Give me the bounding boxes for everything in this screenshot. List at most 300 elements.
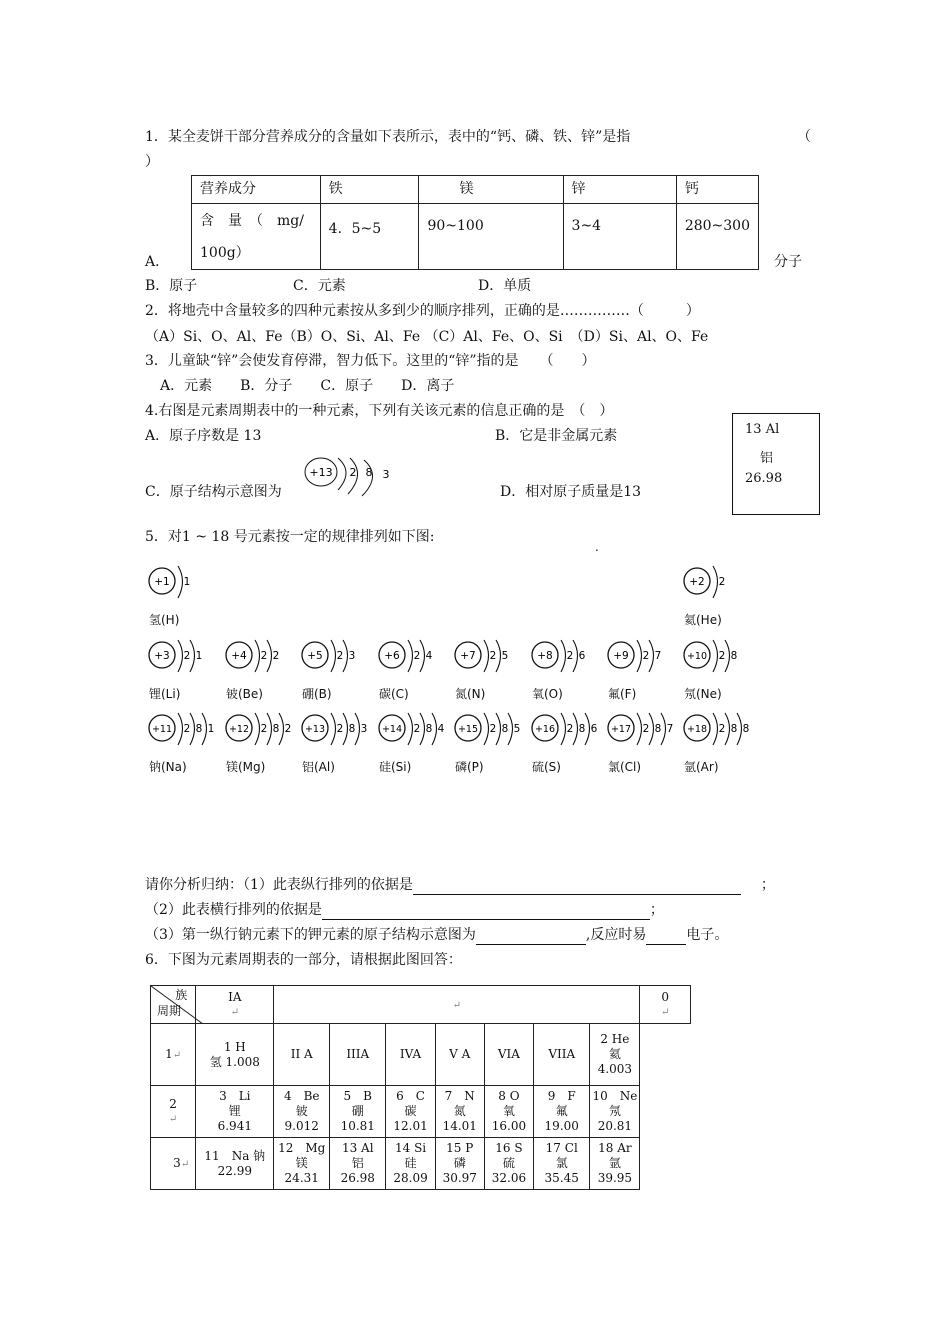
atom-svg — [604, 637, 676, 677]
nucleus-label: +5 — [307, 650, 323, 662]
period-2-text: 2 — [169, 1096, 177, 1111]
atom-label: 钠(Na) — [149, 760, 187, 774]
nucleus-label: +16 — [534, 724, 556, 735]
group-iva-header: IVA — [386, 1024, 435, 1086]
element-cell-line: 16 S — [495, 1141, 523, 1155]
electron-shell-arc — [573, 640, 578, 672]
element-cell — [590, 1138, 640, 1190]
element-cell-line: 14.01 — [442, 1119, 477, 1133]
table-header-calcium: 钙 — [676, 176, 758, 204]
electron-shell-arc — [484, 713, 489, 745]
q4-shell-arc-1 — [338, 458, 346, 490]
nucleus-label: +18 — [686, 724, 708, 735]
atom-svg — [222, 637, 294, 677]
electron-shell-arc — [343, 640, 348, 672]
q1-option-d: D．单质 — [478, 278, 532, 294]
element-cell-line: 17 Cl — [545, 1141, 578, 1155]
corner-period-label: 周期 — [157, 1004, 182, 1018]
period-3-label — [151, 1138, 196, 1190]
aluminum-element-card — [732, 413, 820, 515]
electron-count: 8 — [348, 723, 356, 735]
cell-h — [196, 1024, 274, 1086]
header-zero-text: 0 — [661, 989, 669, 1004]
header-blank — [274, 986, 640, 1024]
nucleus-label: +1 — [154, 576, 170, 588]
atom-label: 碳(C) — [379, 687, 409, 701]
element-cell — [590, 1086, 640, 1138]
table-cell-magnesium: 90~100 — [419, 204, 563, 270]
element-cell — [484, 1086, 533, 1138]
atom-diagram — [222, 710, 294, 775]
electron-count: 5 — [501, 650, 509, 662]
group-va-header: V A — [435, 1024, 484, 1086]
atom-label: 硼(B) — [302, 687, 332, 701]
electron-count: 2 — [413, 723, 421, 735]
atom-svg — [375, 637, 447, 677]
atom-svg — [680, 563, 752, 603]
electron-count: 2 — [183, 723, 191, 735]
nucleus-label: +4 — [231, 650, 247, 662]
q5-analysis-3 — [145, 925, 728, 945]
element-cell-line: 13 Al — [341, 1141, 374, 1155]
electron-shell-arc — [737, 713, 742, 745]
row-label-line1: 含 量 （ mg/ — [200, 213, 304, 229]
electron-shell-arc — [178, 640, 183, 672]
card-number-symbol: 13 Al — [745, 422, 780, 437]
atom-label: 氟(F) — [608, 687, 637, 701]
element-cell — [330, 1138, 386, 1190]
period-3-text: 3 — [173, 1155, 181, 1170]
element-cell-line: 8 O — [498, 1089, 520, 1103]
element-cell — [534, 1138, 590, 1190]
element-cell-line: 氟 — [555, 1104, 568, 1118]
element-cell — [274, 1086, 330, 1138]
q5-analysis-3-text: （3）第一纵行钠元素下的钾元素的原子结构示意图为 — [145, 927, 476, 943]
atom-diagram — [604, 710, 676, 775]
element-cell — [274, 1138, 330, 1190]
group-iia-header: II A — [274, 1024, 330, 1086]
element-cell-line: 6 C — [396, 1089, 425, 1103]
electron-shell-arc — [661, 713, 666, 745]
atom-label: 铝(Al) — [302, 760, 335, 774]
nucleus-label: +6 — [384, 650, 400, 662]
q5-analysis-1-text: 请你分析归纳：（1）此表纵行排列的依据是 — [145, 877, 413, 893]
atom-svg — [680, 637, 752, 677]
electron-count: 1 — [207, 723, 215, 735]
atom-label: 铍(Be) — [226, 687, 263, 701]
electron-count: 2 — [718, 576, 726, 588]
q4-nucleus-label: +13 — [309, 466, 333, 479]
element-cell-line: 12.01 — [393, 1119, 428, 1133]
period-2-row — [151, 1086, 691, 1138]
q4-option-d: D．相对原子质量是13 — [500, 484, 642, 500]
electron-shell-arc — [331, 713, 336, 745]
element-cell-line: 14 Si — [394, 1141, 427, 1155]
cell-he-line2: 氦 — [608, 1047, 621, 1061]
element-cell-line: 硼 — [351, 1104, 364, 1118]
atom-label: 氢(H) — [149, 613, 180, 627]
electron-shell-arc — [178, 713, 183, 745]
electron-shell-arc — [725, 713, 730, 745]
electron-count: 1 — [183, 576, 191, 588]
nucleus-label: +7 — [460, 650, 476, 662]
period-3-row — [151, 1138, 691, 1190]
answer-blank-1[interactable] — [413, 880, 741, 895]
electron-shell-arc — [496, 713, 501, 745]
answer-blank-4[interactable] — [646, 930, 686, 945]
q4-option-a: A．原子序数是 13 — [145, 428, 262, 444]
group-viia-header: VIIA — [534, 1024, 590, 1086]
electron-count: 8 — [272, 723, 280, 735]
table-header-zinc: 锌 — [563, 176, 676, 204]
q1-option-b: B．原子 — [145, 278, 198, 294]
atom-svg — [222, 710, 294, 750]
element-cell-line: 铝 — [351, 1156, 364, 1170]
electron-shell-arc — [561, 640, 566, 672]
electron-shell-arc — [343, 713, 348, 745]
atom-diagram — [528, 637, 600, 702]
element-cell-line: 22.99 — [217, 1163, 252, 1178]
corner-header-cell — [151, 986, 196, 1024]
element-cell-line: 硅 — [404, 1156, 417, 1170]
electron-shell-arc — [202, 713, 207, 745]
electron-count: 2 — [718, 723, 726, 735]
q5-stem: 5．对1 ~ 18 号元素按一定的规律排列如下图: — [145, 529, 435, 545]
electron-shell-arc — [408, 713, 413, 745]
element-cell-line: 16.00 — [491, 1119, 527, 1133]
nucleus-label: +15 — [457, 724, 479, 735]
cell-he-line1: 2 He — [600, 1032, 630, 1046]
electron-count: 2 — [336, 723, 344, 735]
table-cell-zinc: 3~4 — [563, 204, 676, 270]
electron-shell-arc — [255, 713, 260, 745]
element-cell — [435, 1086, 484, 1138]
electron-count: 7 — [666, 723, 674, 735]
header-ia-text: IA — [228, 989, 242, 1004]
electron-count: 8 — [501, 723, 509, 735]
atom-diagram — [604, 637, 676, 702]
cell-he — [590, 1024, 640, 1086]
q1-option-a-text: 分子 — [774, 254, 802, 270]
element-cell — [330, 1086, 386, 1138]
element-cell-line: 35.45 — [544, 1171, 579, 1185]
header-ia — [196, 986, 274, 1024]
q5-analysis-1-end: ； — [760, 877, 775, 893]
atom-label: 磷(P) — [455, 760, 484, 774]
q2-stem: 2．将地壳中含量较多的四种元素按从多到少的顺序排列，正确的是……………（ ） — [145, 303, 700, 319]
element-cell — [196, 1138, 274, 1190]
atom-svg — [528, 710, 600, 750]
return-mark: ↵ — [168, 1113, 178, 1125]
atom-diagram — [145, 710, 217, 775]
q5-analysis-3-mid: ,反应时易 — [585, 927, 647, 943]
element-cell-line: 氧 — [502, 1104, 515, 1118]
element-cell-line: 磷 — [453, 1156, 466, 1170]
electron-count: 8 — [730, 650, 738, 662]
electron-count: 4 — [437, 723, 445, 735]
electron-shell-arc — [331, 640, 336, 672]
atom-svg — [145, 563, 217, 603]
electron-shell-arc — [432, 713, 437, 745]
q5-analysis-3-end: 电子。 — [686, 927, 729, 943]
atom-label: 硫(S) — [532, 760, 561, 774]
electron-count: 3 — [348, 650, 356, 662]
q5-analysis-2-end: ； — [649, 902, 664, 918]
atom-label: 氩(Ar) — [684, 760, 719, 774]
return-mark: ↵ — [452, 999, 462, 1011]
atom-label: 锂(Li) — [149, 687, 181, 701]
nucleus-label: +12 — [228, 724, 250, 735]
element-cell — [484, 1138, 533, 1190]
element-cell-line: 39.95 — [597, 1171, 633, 1185]
atom-label: 氯(Cl) — [608, 760, 642, 774]
atom-label: 硅(Si) — [379, 760, 412, 774]
q4-stem: 4.右图是元素周期表中的一种元素，下列有关该元素的信息正确的是 （ ） — [145, 403, 614, 419]
element-cell-line: 氯 — [555, 1156, 568, 1170]
electron-shell-arc — [637, 713, 642, 745]
electron-shell-arc — [637, 640, 642, 672]
electron-count: 8 — [578, 723, 586, 735]
electron-shell-arc — [508, 713, 513, 745]
corner-group-label: 族 — [175, 988, 188, 1002]
atom-svg — [145, 710, 217, 750]
atom-svg — [680, 710, 752, 750]
element-cell-line: 硫 — [502, 1156, 515, 1170]
electron-count: 3 — [360, 723, 368, 735]
electron-count: 2 — [260, 723, 268, 735]
electron-shell-arc — [573, 713, 578, 745]
electron-count: 2 — [642, 723, 650, 735]
header-zero — [640, 986, 691, 1024]
element-cell-line: 氩 — [608, 1156, 621, 1170]
table-header-magnesium: 镁 — [419, 176, 563, 204]
periodic-table — [150, 985, 691, 1190]
electron-shell-arc — [408, 640, 413, 672]
element-cell-line: 10.81 — [340, 1119, 375, 1133]
table-row-label — [192, 204, 321, 270]
electron-count: 2 — [642, 650, 650, 662]
nutrition-table — [191, 175, 759, 270]
electron-count: 8 — [195, 723, 203, 735]
electron-shell-arc — [355, 713, 360, 745]
electron-count: 1 — [195, 650, 203, 662]
answer-blank-2[interactable] — [322, 905, 650, 920]
q1-option-a-label: A． — [145, 254, 170, 270]
row-label-line2: 100g） — [200, 245, 250, 261]
q1-paren-open: （ — [797, 129, 811, 145]
element-cell-line: 10 Ne — [592, 1089, 638, 1103]
atom-svg — [298, 637, 370, 677]
return-mark: ↵ — [660, 1006, 670, 1018]
element-cell — [435, 1138, 484, 1190]
electron-count: 5 — [513, 723, 521, 735]
element-cell — [534, 1086, 590, 1138]
card-mass: 26.98 — [745, 471, 783, 486]
cell-h-line1: 1 H — [223, 1039, 246, 1054]
electron-count: 2 — [566, 723, 574, 735]
electron-count: 2 — [284, 723, 292, 735]
element-cell-line: 7 N — [444, 1089, 475, 1103]
atom-svg — [451, 637, 523, 677]
atom-diagram — [680, 563, 752, 628]
electron-shell-arc — [561, 713, 566, 745]
electron-count: 2 — [260, 650, 268, 662]
electron-count: 6 — [590, 723, 598, 735]
nucleus-label: +17 — [610, 724, 632, 735]
electron-shell-arc — [484, 640, 489, 672]
electron-count: 2 — [489, 650, 497, 662]
electron-count: 8 — [654, 723, 662, 735]
electron-shell-arc — [649, 640, 654, 672]
element-cell-line: 氖 — [608, 1104, 621, 1118]
group-via-header: VIA — [484, 1024, 533, 1086]
atom-label: 氦(He) — [684, 613, 722, 627]
element-cell-line: 4 Be — [283, 1089, 320, 1103]
atom-diagram — [680, 637, 752, 702]
atom-diagram — [222, 637, 294, 702]
electron-count: 2 — [718, 650, 726, 662]
atom-svg — [451, 710, 523, 750]
atom-svg — [145, 637, 217, 677]
return-mark: ↵ — [172, 1049, 182, 1061]
element-cell-line: 28.09 — [393, 1171, 428, 1185]
electron-count: 7 — [654, 650, 662, 662]
element-cell-line: 6.941 — [217, 1119, 252, 1133]
electron-count: 8 — [425, 723, 433, 735]
q1-stem: 1．某全麦饼干部分营养成分的含量如下表所示，表中的“钙、磷、铁、锌”是指 — [145, 129, 631, 145]
nucleus-label: +13 — [304, 724, 326, 735]
electron-shell-arc — [713, 566, 718, 598]
nucleus-label: +14 — [381, 724, 403, 735]
atom-label: 氧(O) — [532, 687, 563, 701]
electron-count: 2 — [566, 650, 574, 662]
card-name: 铝 — [760, 451, 774, 466]
electron-shell-arc — [725, 640, 730, 672]
atom-diagram — [145, 637, 217, 702]
answer-blank-3[interactable] — [476, 930, 586, 945]
element-cell-line: 锂 — [228, 1104, 241, 1118]
nucleus-label: +2 — [689, 576, 705, 588]
electron-shell-arc — [190, 640, 195, 672]
element-cell — [386, 1086, 435, 1138]
nucleus-label: +9 — [613, 650, 629, 662]
cell-h-line2: 氢 1.008 — [209, 1054, 260, 1069]
atom-diagram — [375, 710, 447, 775]
atom-svg — [375, 710, 447, 750]
element-cell-line: 24.31 — [284, 1171, 319, 1185]
period-1-label — [151, 1024, 196, 1086]
element-cell-line: 11 Na 钠 — [204, 1148, 266, 1163]
stray-dot: . — [595, 540, 599, 554]
q4-shell-3: 3 — [382, 468, 390, 481]
atom-label: 氖(Ne) — [684, 687, 722, 701]
element-cell-line: 19.00 — [544, 1119, 579, 1133]
element-cell-line: 26.98 — [340, 1171, 375, 1185]
electron-shell-arc — [496, 640, 501, 672]
electron-shell-arc — [178, 566, 183, 598]
electron-shell-arc — [420, 640, 425, 672]
electron-shell-arc — [649, 713, 654, 745]
element-cell-line: 9.012 — [284, 1119, 319, 1133]
element-cell-line: 铍 — [295, 1104, 308, 1118]
electron-count: 2 — [183, 650, 191, 662]
group-iiia-header: IIIA — [330, 1024, 386, 1086]
electron-shell-arc — [420, 713, 425, 745]
atom-diagram — [298, 710, 370, 775]
nucleus-label: +11 — [151, 724, 173, 735]
table-header-nutrient: 营养成分 — [192, 176, 321, 204]
element-cell-line: 镁 — [295, 1156, 308, 1170]
q5-analysis-2-text: （2）此表横行排列的依据是 — [145, 902, 322, 918]
electron-count: 8 — [742, 723, 750, 735]
q4-shell-2: 8 — [365, 466, 373, 479]
atom-label: 氮(N) — [455, 687, 486, 701]
table-cell-iron: 4．5~5 — [320, 204, 419, 270]
electron-count: 6 — [578, 650, 586, 662]
atom-diagram — [451, 710, 523, 775]
atom-diagram — [680, 710, 752, 775]
atom-svg — [604, 710, 676, 750]
q4-shell-1: 2 — [349, 466, 357, 479]
q5-analysis-1 — [145, 875, 775, 895]
atom-diagram — [528, 710, 600, 775]
element-cell-line: 15 P — [446, 1141, 474, 1155]
q4-option-b: B．它是非金属元素 — [495, 428, 618, 444]
table-cell-calcium: 280~300 — [676, 204, 758, 270]
q4-atom-diagram — [302, 456, 402, 498]
q1-option-c: C．元素 — [293, 278, 346, 294]
q6-stem: 6．下图为元素周期表的一部分，请根据此图回答： — [145, 952, 462, 968]
element-cell — [196, 1086, 274, 1138]
nucleus-label: +3 — [154, 650, 170, 662]
period-2-label — [151, 1086, 196, 1138]
electron-shell-arc — [585, 713, 590, 745]
electron-count: 4 — [425, 650, 433, 662]
element-cell-line: 32.06 — [491, 1171, 527, 1185]
atom-label: 镁(Mg) — [226, 760, 266, 774]
electron-count: 8 — [730, 723, 738, 735]
atom-svg — [528, 637, 600, 677]
element-cell-line: 30.97 — [442, 1171, 477, 1185]
atom-diagram — [451, 637, 523, 702]
element-cell-line: 氮 — [453, 1104, 466, 1118]
electron-shell-arc — [255, 640, 260, 672]
nucleus-label: +10 — [686, 651, 708, 662]
q2-options: （A）Si、O、Al、Fe（B）O、Si、Al、Fe （C）Al、Fe、O、Si （D）Si、Al、O、Fe — [145, 329, 709, 345]
q5-analysis-2 — [145, 900, 664, 920]
element-cell — [386, 1138, 435, 1190]
element-cell-line: 20.81 — [597, 1119, 633, 1133]
return-mark: ↵ — [180, 1158, 190, 1170]
atom-diagram — [375, 637, 447, 702]
atom-diagram — [298, 637, 370, 702]
element-cell-line: 3 Li — [219, 1089, 251, 1103]
atom-svg — [298, 710, 370, 750]
nucleus-label: +8 — [537, 650, 553, 662]
q3-options: A．元素 B．分子 C．原子 D．离子 — [160, 378, 455, 394]
element-cell-line: 9 F — [547, 1089, 576, 1103]
electron-count: 2 — [413, 650, 421, 662]
q3-stem: 3．儿童缺“锌”会使发育停滞，智力低下。这里的“锌”指的是 （ ） — [145, 353, 596, 369]
electron-shell-arc — [713, 640, 718, 672]
cell-he-line3: 4.003 — [597, 1062, 633, 1076]
element-cell-line: 18 Ar — [598, 1141, 632, 1155]
element-cell-line: 5 B — [343, 1089, 372, 1103]
table-header-iron: 铁 — [320, 176, 419, 204]
electron-shell-arc — [267, 640, 272, 672]
atom-diagram — [145, 563, 217, 628]
q1-paren-close: ） — [145, 154, 159, 170]
